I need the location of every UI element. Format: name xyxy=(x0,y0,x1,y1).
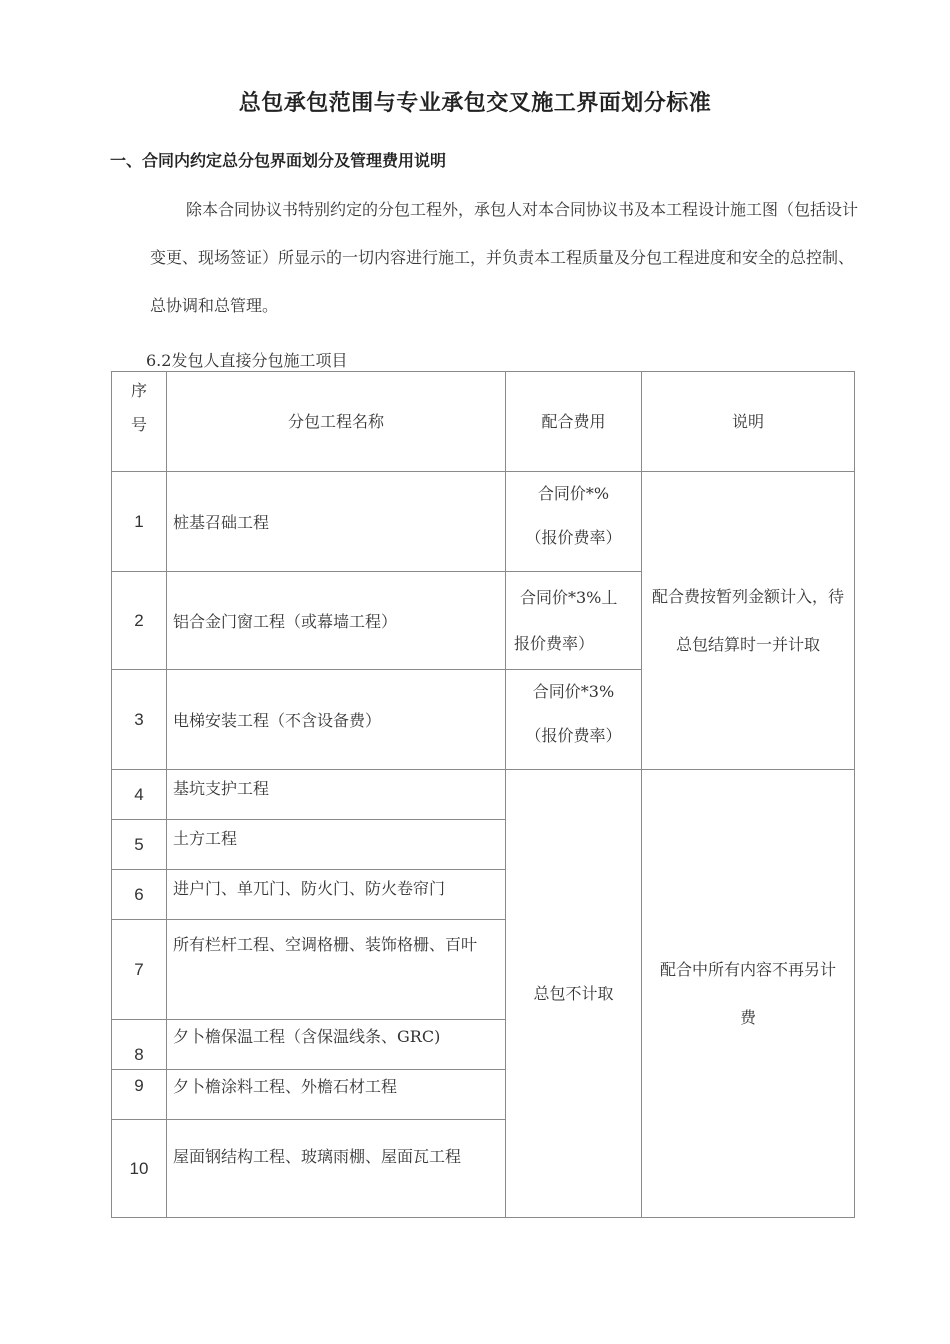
row-name: 土方工程 xyxy=(167,820,506,870)
row-num: 10 xyxy=(112,1120,167,1218)
row-fee xyxy=(506,472,642,572)
group1-note xyxy=(642,472,855,770)
row-name: 进户门、单兀门、防火门、防火卷帘门 xyxy=(167,870,506,920)
group2-fee: 总包不计取 xyxy=(506,770,642,1218)
row-name: 夕卜檐涂料工程、外檐石材工程 xyxy=(167,1070,506,1120)
table-header-row xyxy=(112,372,855,472)
intro-paragraph xyxy=(150,186,862,330)
fee-line2: 报价费率） xyxy=(514,633,595,653)
group2-note-text: 配合中所有内容不再另计费 xyxy=(659,959,836,1027)
row-num: 3 xyxy=(112,670,167,770)
row-num: 8 xyxy=(112,1020,167,1070)
group1-note-text: 配合费按暂列金额计入，待总包结算时一并计取 xyxy=(652,586,845,654)
row-name: 所有栏杆工程、空调格栅、装饰格栅、百叶 xyxy=(167,920,506,1020)
row-name: 铝合金门窗工程（或幕墙工程） xyxy=(167,572,506,670)
header-name: 分包工程名称 xyxy=(167,372,506,472)
header-num xyxy=(112,372,167,472)
table-row xyxy=(112,472,855,572)
row-num: 6 xyxy=(112,870,167,920)
row-name: 桩基召础工程 xyxy=(167,472,506,572)
header-num-line1: 序 xyxy=(130,381,147,400)
header-fee: 配合费用 xyxy=(506,372,642,472)
fee-line2: （报价费率） xyxy=(525,726,622,745)
row-fee xyxy=(506,670,642,770)
row-name: 夕卜檐保温工程（含保温线条、GRC) xyxy=(167,1020,506,1070)
header-note: 说明 xyxy=(642,372,855,472)
fee-line1: 合同价*% xyxy=(537,484,610,503)
row-fee xyxy=(506,572,642,670)
fee-line1: 合同价*3% xyxy=(532,682,615,701)
row-name: 屋面钢结构工程、玻璃雨棚、屋面瓦工程 xyxy=(167,1120,506,1218)
row-num: 9 xyxy=(112,1070,167,1120)
row-name: 电梯安装工程（不含设备费） xyxy=(167,670,506,770)
header-num-line2: 号 xyxy=(130,415,147,434)
row-num: 7 xyxy=(112,920,167,1020)
intro-paragraph-text: 除本合同协议书特别约定的分包工程外，承包人对本合同协议书及本工程设计施工图（包括设计变更、现场签证）所显示的一切内容进行施工，并负责本工程质量及分包工程进度和安全的总控制、总协调和总管理。 xyxy=(150,200,859,315)
table-caption: 6.2发包人直接分包施工项目 xyxy=(146,351,348,370)
subcontract-table xyxy=(111,371,855,1218)
row-num: 5 xyxy=(112,820,167,870)
row-num: 1 xyxy=(112,472,167,572)
section-heading: 一、合同内约定总分包界面划分及管理费用说明 xyxy=(110,151,447,170)
row-num: 2 xyxy=(112,572,167,670)
table-row xyxy=(112,770,855,820)
row-num: 4 xyxy=(112,770,167,820)
fee-line2: （报价费率） xyxy=(525,528,622,547)
document-title: 总包承包范围与专业承包交叉施工界面划分标准 xyxy=(238,91,712,116)
row-name: 基坑支护工程 xyxy=(167,770,506,820)
fee-line1: 合同价*3%丄 xyxy=(520,587,618,607)
group2-note xyxy=(642,770,855,1218)
